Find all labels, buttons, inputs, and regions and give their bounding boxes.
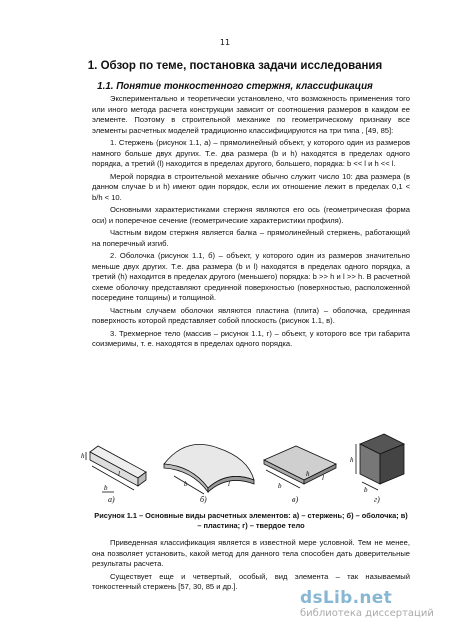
body-text	[92, 94, 410, 352]
dim-label-l: l	[118, 470, 120, 478]
paragraph: Частным случаем оболочки являются пластина (плита) – оболочка, срединная поверхность которой представляет собой плоскость (рисунок 1.1, в).	[92, 305, 410, 325]
dim-label-b: b	[184, 480, 188, 488]
paragraph: Приведенная классификация является в известной мере условной. Тем не менее, она позволяет установить, какой метод для данного тела способен дать доверительные результаты расчета.	[92, 538, 410, 568]
figure-label-c: в)	[292, 495, 299, 504]
watermark	[300, 588, 445, 628]
solid-drawing	[356, 434, 404, 490]
dim-label-l: l	[228, 480, 230, 488]
figure-label-d: г)	[374, 495, 380, 504]
figure-sublabels	[78, 495, 408, 505]
dim-label-b: b	[364, 486, 368, 494]
figure-drawing	[78, 430, 408, 498]
dim-label-b: b	[278, 482, 282, 490]
watermark-logo: dsLib.net	[300, 588, 393, 608]
page-number: 11	[219, 38, 231, 47]
rod-drawing	[86, 446, 146, 492]
body-text-after	[92, 538, 410, 595]
paragraph: Частным видом стержня является балка – прямолинейный стержень, работающий на поперечный изгиб.	[92, 228, 410, 248]
plate-drawing	[264, 446, 336, 488]
shell-drawing	[164, 444, 254, 494]
dim-label-l: l	[322, 474, 324, 482]
figure-label-b: б)	[200, 495, 207, 504]
dim-label-b: b	[104, 484, 108, 492]
paragraph: 3. Трехмерное тело (массив – рисунок 1.1, г) – объект, у которого все три габарита соизмеримы, т. е. находятся в пределах одного порядка.	[92, 328, 410, 348]
paragraph: Мерой порядка в строительной механике обычно служит число 10: два размера (в данном случае b и h) имеют один порядок, если их отношение лежит в пределах 0,1 < b/h < 10.	[92, 171, 410, 202]
paragraph: Экспериментально и теоретически установлено, что возможность применения того или иного метода расчета конструкции зависит от соотношения размеров в каждом ее элементе. Поэтому в строительной механике по геометрическому признаку все элементы расчетных моделей традиционно классифицируются на три типа , [49, 85]:	[92, 94, 410, 135]
paragraph: 2. Оболочка (рисунок 1.1, б) – объект, у которого один из размеров значительно меньше двух других. Т.е. два размера (b и l) находятся в пределах одного порядка, а третий (h) находится в пределах другого (меньшего) порядка: b >> h и l >> h. В расчетной схеме оболочку представляют срединной поверхностью (поверхностью, расположенной посередине толщины) и толщиной.	[92, 251, 410, 302]
paragraph: Существует еще и четвертый, особый, вид элемента – так называемый тонкостенный стержень [57, 30, 85 и др.].	[92, 571, 410, 591]
dim-label-h: h	[306, 470, 310, 478]
paragraph: 1. Стержень (рисунок 1.1, а) – прямолинейный объект, у которого один из размеров намного больше двух других. Т.е. два размера (b и h) находятся в пределах одного порядка, а третий (l) находится в пределах другого, большего, порядка: b << l и h << l.	[92, 138, 410, 168]
figure-element-types	[78, 430, 408, 498]
dim-label-h: h	[350, 456, 354, 464]
section-heading: 1.1. Понятие тонкостенного стержня, классификация	[97, 81, 373, 92]
dim-label-h: h	[81, 452, 85, 460]
watermark-subtitle: библиотека диссертаций	[300, 608, 434, 619]
paragraph: Основными характеристиками стержня являются его ось (геометрическая форма оси) и поперечное сечение (геометрические характеристики профиля).	[92, 205, 410, 225]
figure-caption: Рисунок 1.1 – Основные виды расчетных элементов: а) – стержень; б) – оболочка; в) – пластина; г) – твердое тело	[94, 511, 408, 530]
chapter-heading: 1. Обзор по теме, постановка задачи исследования	[87, 60, 383, 72]
figure-label-a: а)	[108, 495, 115, 504]
